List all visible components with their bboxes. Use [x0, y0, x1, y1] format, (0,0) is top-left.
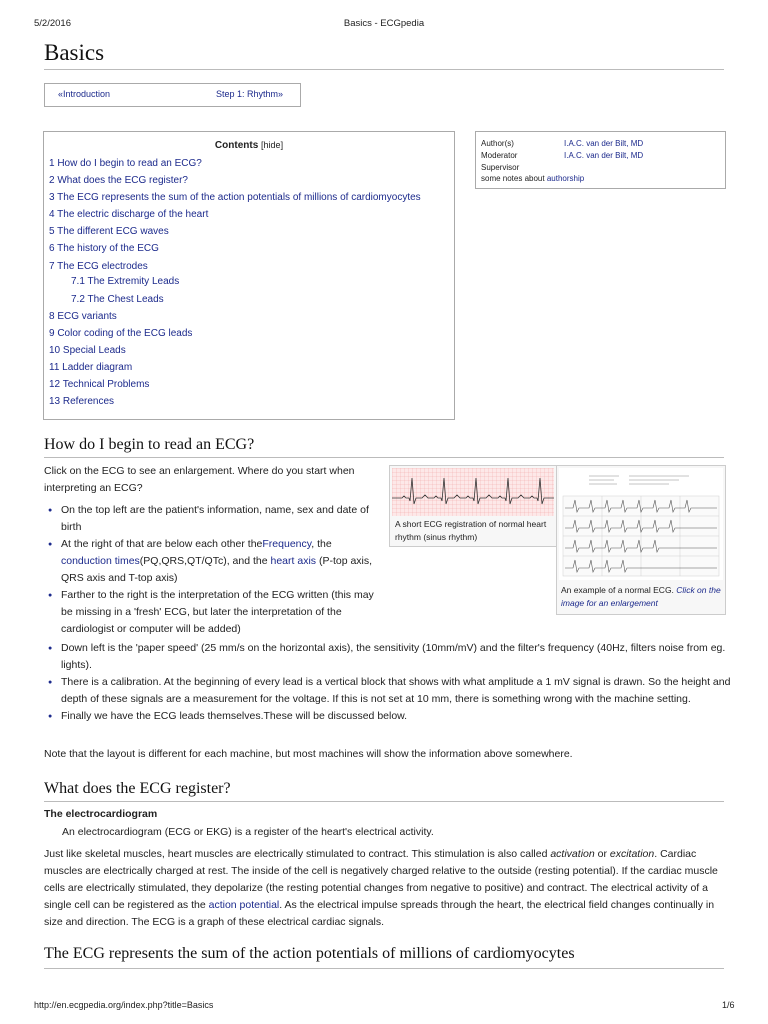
toc-subitem[interactable]: 7.1 The Extremity Leads	[71, 276, 180, 287]
toc-item[interactable]: 13 References	[49, 396, 115, 407]
list-item: ● At the right of that are below each other theFrequency, the conduction times(PQ,QRS,QT/QTc), and the heart axis (P-top axis, QRS axis and T-top axis)	[44, 536, 374, 587]
ecg-reading-list-cont	[44, 640, 734, 725]
heart-axis-link[interactable]: heart axis	[270, 555, 317, 567]
list-item: ● Down left is the 'paper speed' (25 mm/s on the horizontal axis), the sensitivity (10mm/mV) and the filter's frequency (40Hz, filters noise from eg. lights).	[44, 640, 734, 674]
title-divider	[44, 69, 724, 70]
layout-note: Note that the layout is different for each machine, but most machines will show the information above somewhere.	[44, 748, 573, 760]
toc-item[interactable]: 6 The history of the ECG	[49, 243, 159, 254]
action-potential-link[interactable]: action potential	[208, 899, 280, 911]
section-divider	[44, 801, 724, 802]
section-heading-action-potentials: The ECG represents the sum of the action potentials of millions of cardiomyocytes	[44, 945, 575, 962]
authorship-note: some notes about authorship	[481, 174, 585, 183]
toc-hide-toggle[interactable]: [hide]	[261, 140, 284, 150]
toc-item[interactable]: 3 The ECG represents the sum of the action potentials of millions of cardiomyocytes	[49, 192, 421, 203]
authorship-link[interactable]: authorship	[546, 174, 585, 183]
list-item: ● Finally we have the ECG leads themselves.These will be discussed below.	[44, 708, 734, 725]
ecg-definition: An electrocardiogram (ECG or EKG) is a register of the heart's electrical activity.	[62, 826, 434, 838]
page-title: Basics	[44, 40, 105, 65]
toc-item[interactable]: 7 The ECG electrodes	[49, 261, 148, 272]
section1-intro: Click on the ECG to see an enlargement. Where do you start when interpreting an ECG?	[44, 465, 355, 494]
toc-item[interactable]: 1 How do I begin to read an ECG?	[49, 158, 202, 169]
ecg-reading-list	[44, 502, 374, 638]
list-item: ● On the top left are the patient's information, name, sex and date of birth	[44, 502, 374, 536]
moderator-label: Moderator	[481, 151, 518, 160]
author-link[interactable]: I.A.C. van der Bilt, MD	[564, 139, 644, 148]
ecg-explanation: Just like skeletal muscles, heart muscles are electrically stimulated to contract. This stimulation is also called activation or excitation. Cardiac muscles are electrically charged at rest. The inside of the cell is negatively charged relative to the outside (resting potential). If the cardiac muscle cells are electrically stimulated, they depolarize (the resting potential changes from negative to positive) and contract. The electrical activity of a single cell can be registered as the action potential. As the electrical impulse spreads through the heart, the electrical field changes continually in size and direction. The ECG is a graph of these electrical cardiac signals.	[44, 848, 718, 928]
conduction-times-link[interactable]: conduction times	[61, 555, 140, 567]
table-of-contents	[43, 131, 455, 420]
normal-ecg-thumbnail[interactable]	[556, 465, 726, 615]
supervisor-label: Supervisor	[481, 163, 520, 172]
prev-link[interactable]: «Introduction	[58, 89, 111, 99]
list-item: ● There is a calibration. At the beginning of every lead is a vertical block that shows with what amplitude a 1 mV signal is drawn. So the height and depth of these signals are a measurement for the voltage. If this is not set at 10 mm, there is something wrong with the machine setting.	[44, 674, 734, 708]
toc-item[interactable]: 4 The electric discharge of the heart	[49, 209, 209, 220]
ecg-rhythm-thumbnail[interactable]	[389, 465, 557, 547]
print-url: http://en.ecgpedia.org/index.php?title=Basics	[34, 1000, 214, 1010]
rhythm-caption: A short ECG registration of normal heart rhythm (sinus rhythm)	[395, 519, 547, 542]
author-infobox	[475, 131, 726, 189]
print-date: 5/2/2016	[34, 18, 71, 29]
list-item: ● Farther to the right is the interpretation of the ECG written (this may be missing in a 'fresh' ECG, but later the interpretation of the cardiologist or computer will be added)	[44, 587, 374, 638]
toc-item[interactable]: 12 Technical Problems	[49, 379, 150, 390]
toc-item[interactable]: 2 What does the ECG register?	[49, 175, 188, 186]
toc-item[interactable]: 9 Color coding of the ECG leads	[49, 328, 193, 339]
toc-subitem[interactable]: 7.2 The Chest Leads	[71, 294, 164, 305]
section-divider	[44, 457, 724, 458]
toc-item[interactable]: 10 Special Leads	[49, 345, 126, 356]
print-title: Basics - ECGpedia	[343, 18, 425, 29]
section-heading-read-ecg: How do I begin to read an ECG?	[44, 436, 255, 453]
normal-ecg-caption: An example of a normal ECG. Click on the image for an enlargement	[561, 585, 721, 608]
toc-item[interactable]: 11 Ladder diagram	[49, 362, 133, 373]
author-label: Author(s)	[481, 139, 514, 148]
normal-ecg-image[interactable]	[559, 468, 723, 580]
subheading-electrocardiogram: The electrocardiogram	[44, 808, 158, 820]
moderator-link[interactable]: I.A.C. van der Bilt, MD	[564, 151, 644, 160]
toc-title: Contents [hide]	[214, 140, 284, 151]
ecg-strip-image[interactable]	[392, 468, 554, 516]
page-number: 1/6	[722, 1000, 735, 1010]
section-divider	[44, 968, 724, 969]
toc-item[interactable]: 8 ECG variants	[49, 311, 117, 322]
frequency-link[interactable]: Frequency	[262, 538, 312, 550]
toc-item[interactable]: 5 The different ECG waves	[49, 226, 169, 237]
enlarge-link[interactable]: Click on the image for an enlargement	[561, 585, 721, 608]
section-heading-ecg-register: What does the ECG register?	[44, 780, 231, 797]
next-link[interactable]: Step 1: Rhythm»	[216, 89, 284, 99]
step-navigation	[44, 83, 301, 107]
